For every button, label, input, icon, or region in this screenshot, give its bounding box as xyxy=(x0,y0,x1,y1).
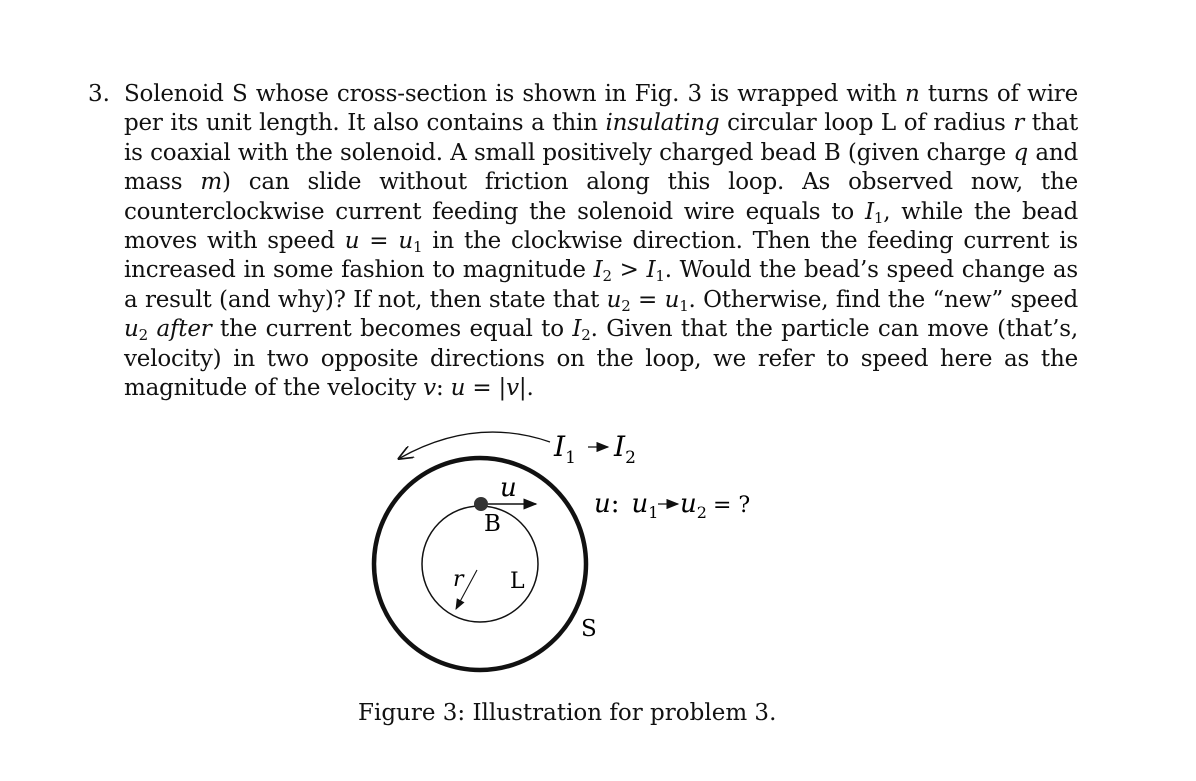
current-label-I1: $I_1$ xyxy=(554,430,576,468)
text-segment: 2 xyxy=(602,267,612,286)
counterclockwise-current-arrow xyxy=(400,432,550,458)
text-segment: 2 xyxy=(621,296,631,315)
text-segment: > xyxy=(611,257,647,284)
figure-caption: Figure 3: Illustration for problem 3. xyxy=(358,700,777,726)
text-segment: 1 xyxy=(873,208,884,227)
text-segment: u xyxy=(398,228,413,255)
text-segment: turns of wire per its unit length. It also contains a thin xyxy=(124,81,1078,137)
text-segment: I xyxy=(572,316,582,343)
bead-velocity-label: u xyxy=(500,473,517,503)
figure-3 xyxy=(360,418,800,688)
solenoid-label: S xyxy=(581,616,597,642)
text-segment: I xyxy=(593,257,603,284)
text-segment: circular loop L of radius xyxy=(719,110,1014,137)
loop-label: L xyxy=(510,569,525,594)
text-segment: = xyxy=(359,228,399,255)
loop-L xyxy=(422,506,538,622)
problem-3 xyxy=(88,80,1078,403)
text-segment: = | xyxy=(465,375,507,402)
text-segment: = xyxy=(630,286,665,313)
radius-label: r xyxy=(453,567,464,592)
text-segment: . Given that the particle can move (that’s, velocity) in two opposite directions on the loop, we refer to speed here as the magnitude of the velocity xyxy=(124,316,1078,402)
problem-number: 3. xyxy=(88,81,110,107)
solenoid-cross-section xyxy=(374,458,586,670)
problem-text xyxy=(124,80,1078,403)
text-segment: r xyxy=(1013,110,1025,137)
text-segment: after xyxy=(156,316,212,343)
text-segment: I xyxy=(864,198,874,225)
text-segment: u xyxy=(450,375,466,402)
text-segment: v xyxy=(506,375,519,402)
text-segment: 1 xyxy=(412,238,423,257)
text-segment: 2 xyxy=(138,326,148,345)
text-segment: |. xyxy=(518,375,534,402)
speed-change-label-u2: $u_2$ = ? xyxy=(680,489,751,522)
text-segment: n xyxy=(905,81,920,107)
text-segment: insulating xyxy=(605,110,720,137)
current-label-I2: $I_2$ xyxy=(614,430,636,468)
text-segment: ) can slide without friction along this loop. As observed now, the counterclockwise current feeding the solenoid wire equals to xyxy=(124,169,1078,225)
text-segment: v xyxy=(423,375,436,402)
text-segment: in the clockwise direction. Then the feeding current is increased in some fashion to magnitude xyxy=(124,228,1078,284)
text-segment: m xyxy=(200,169,222,196)
text-segment: and mass xyxy=(124,139,1078,196)
text-segment: 2 xyxy=(581,326,591,345)
solenoid-diagram xyxy=(360,418,800,688)
text-segment: I xyxy=(646,257,656,284)
text-segment: the current becomes equal to xyxy=(211,316,573,343)
text-segment: 1 xyxy=(655,267,665,286)
text-segment: u xyxy=(124,316,139,343)
text-segment: u xyxy=(606,286,622,313)
text-segment: u xyxy=(344,228,360,255)
text-segment: that is coaxial with the solenoid. A small positively charged bead B (given charge xyxy=(124,110,1079,166)
bead-label: B xyxy=(484,511,501,537)
text-segment: 1 xyxy=(679,296,689,315)
text-segment: : xyxy=(435,375,451,402)
text-segment: . Would the bead’s speed change as a result (and why)? If not, then state that xyxy=(124,257,1078,313)
text-segment: . Otherwise, find the “new” speed xyxy=(688,286,1079,313)
text-segment: u xyxy=(664,286,680,313)
text-segment: , while the bead moves with speed xyxy=(124,198,1078,255)
text-segment: Solenoid S whose cross-section is shown in Fig. 3 is wrapped with xyxy=(124,81,905,107)
speed-change-label: u: $u_1$ xyxy=(594,489,659,522)
text-segment: q xyxy=(1013,139,1028,166)
bead-B xyxy=(474,497,488,511)
